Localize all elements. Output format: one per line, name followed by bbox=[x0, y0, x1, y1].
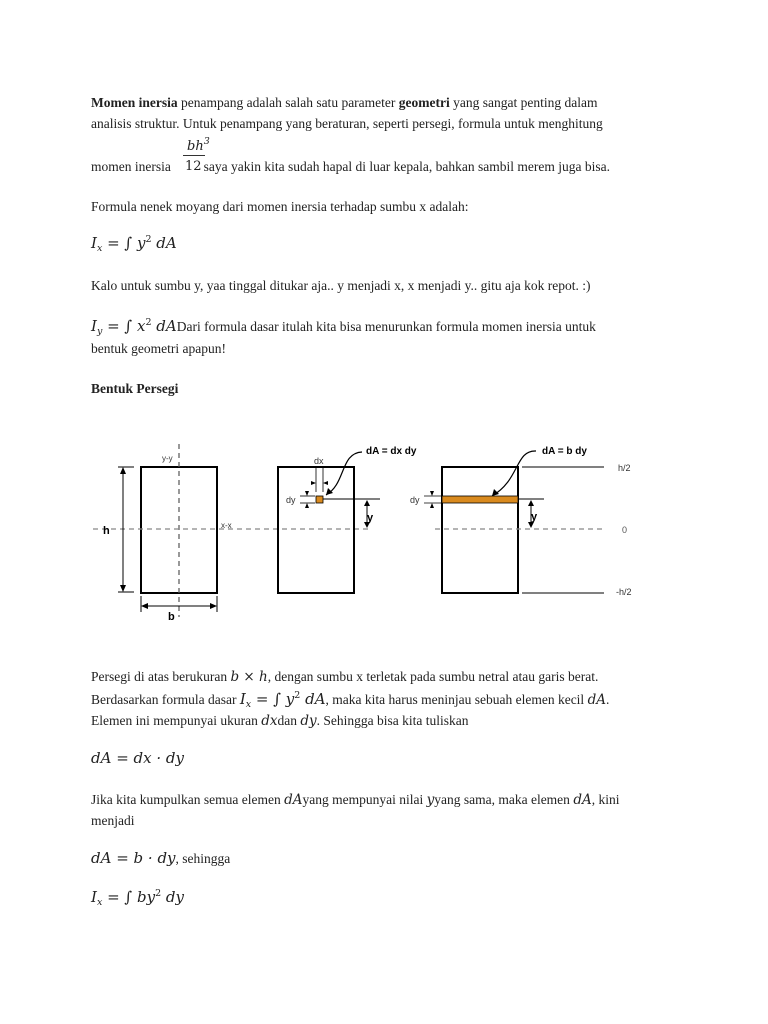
text: penampang adalah salah satu parameter bbox=[177, 95, 399, 110]
element-da-strip bbox=[442, 496, 518, 503]
paragraph-sumbu-y: Kalo untuk sumbu y, yaa tinggal ditukar aja.. y menjadi x, x menjadi y.. gitu aja kok repot. :) bbox=[91, 278, 591, 293]
paragraph-persegi-line2: Berdasarkan formula dasar $I_x$ = ∫ $y^2$ dA, maka kita harus meninjau sebuah elemen kecil dA. bbox=[91, 690, 610, 710]
fraction-bar bbox=[183, 155, 205, 156]
y-arrow-top-1 bbox=[364, 500, 370, 506]
label-dy-2: dy bbox=[410, 495, 420, 505]
b-arrow-left bbox=[141, 603, 148, 609]
dx-arrow-right bbox=[323, 481, 328, 485]
label-h: h bbox=[103, 525, 110, 537]
label-b: b bbox=[168, 611, 175, 623]
text: saya yakin kita sudah hapal di luar kepala, bahkan sambil merem juga bisa. bbox=[200, 159, 610, 174]
element-da-small-square bbox=[316, 496, 323, 503]
dy2-arrow-bottom bbox=[430, 503, 434, 508]
equation-ix-final: $I_x$ = ∫ $by^2$ dy bbox=[91, 888, 184, 908]
math-dy: dy bbox=[300, 713, 317, 729]
equation-ix: $I_x$ = ∫ $y^2$ dA bbox=[91, 234, 177, 254]
fraction-exponent: 3 bbox=[203, 136, 210, 147]
paragraph-iy-line2: bentuk geometri apapun! bbox=[91, 341, 226, 356]
math-y: y bbox=[426, 792, 435, 808]
label-yy: y-y bbox=[162, 454, 173, 463]
label-neg-h-half: -h/2 bbox=[616, 587, 632, 597]
paragraph-kumpulkan-line1: Jika kita kumpulkan semua elemen dAyang mempunyai nilai yyang sama, maka elemen dA, kini bbox=[91, 792, 620, 808]
paragraph-intro-line2: analisis struktur. Untuk penampang yang beraturan, seperti persegi, formula untuk menghitung bbox=[91, 116, 603, 131]
dy-arrow-bottom bbox=[305, 503, 309, 508]
label-h-half: h/2 bbox=[618, 463, 631, 473]
math-ix-inline: $I_x$ = ∫ $y^2$ dA bbox=[239, 690, 326, 710]
math-dx: dx bbox=[261, 713, 278, 729]
dy2-arrow-top bbox=[430, 491, 434, 496]
fraction-numerator: bh bbox=[187, 139, 204, 154]
label-xx: x-x bbox=[221, 521, 232, 530]
math-da: dA bbox=[284, 792, 303, 808]
b-arrow-right bbox=[210, 603, 217, 609]
math-da: dA bbox=[587, 692, 606, 708]
label-da-bdy: dA = b dy bbox=[542, 446, 587, 457]
fraction-denominator: 12 bbox=[185, 159, 202, 174]
equation-da-bdy: dA = b · dy bbox=[91, 849, 176, 867]
text: yang sangat penting dalam bbox=[449, 95, 598, 110]
da-arrowhead-1 bbox=[326, 488, 333, 495]
da-pointer-arrow-2 bbox=[492, 451, 536, 496]
paragraph-intro-line3 bbox=[91, 157, 610, 177]
da-pointer-arrow-1 bbox=[326, 452, 362, 495]
h-arrow-bottom bbox=[120, 585, 126, 592]
dy-arrow-top bbox=[305, 491, 309, 496]
label-zero: 0 bbox=[622, 525, 628, 535]
section-heading: Bentuk Persegi bbox=[91, 381, 179, 396]
text: Dari formula dasar itulah kita bisa menurunkan formula momen inersia untuk bbox=[176, 319, 596, 334]
dx-arrow-left bbox=[311, 481, 316, 485]
rectangle-section-diagram bbox=[0, 420, 768, 660]
label-y-1: y bbox=[367, 512, 374, 524]
rectangle-3 bbox=[442, 467, 518, 593]
paragraph-formula-intro: Formula nenek moyang dari momen inersia terhadap sumbu x adalah: bbox=[91, 199, 469, 214]
equation-da-bdy-line: dA = b · dy, sehingga bbox=[91, 849, 231, 867]
paragraph-persegi-line3: Elemen ini mempunyai ukuran dxdan dy. Sehingga bisa kita tuliskan bbox=[91, 713, 469, 729]
paragraph-iy-line1 bbox=[91, 316, 596, 337]
paragraph-intro-line1 bbox=[91, 93, 597, 113]
label-y-2: y bbox=[531, 511, 538, 523]
text: momen inersia bbox=[91, 159, 175, 174]
label-da-dxdy: dA = dx dy bbox=[366, 446, 417, 457]
paragraph-kumpulkan-line2: menjadi bbox=[91, 813, 135, 828]
label-dy-1: dy bbox=[286, 495, 296, 505]
y-arrow-top-2 bbox=[528, 500, 534, 506]
label-dx: dx bbox=[314, 456, 324, 466]
math-b-times-h: b × h bbox=[230, 669, 268, 685]
equation-iy: $I_y$ = ∫ $x^2$ dA bbox=[91, 317, 177, 337]
bold-term-momen-inersia: Momen inersia bbox=[91, 95, 178, 110]
bold-term-geometri: geometri bbox=[398, 95, 450, 110]
math-da: dA bbox=[573, 792, 592, 808]
equation-da-dxdy: dA = dx · dy bbox=[91, 749, 184, 767]
h-arrow-top bbox=[120, 467, 126, 474]
paragraph-persegi-line1: Persegi di atas berukuran b × h, dengan sumbu x terletak pada sumbu netral atau garis berat. bbox=[91, 669, 599, 685]
